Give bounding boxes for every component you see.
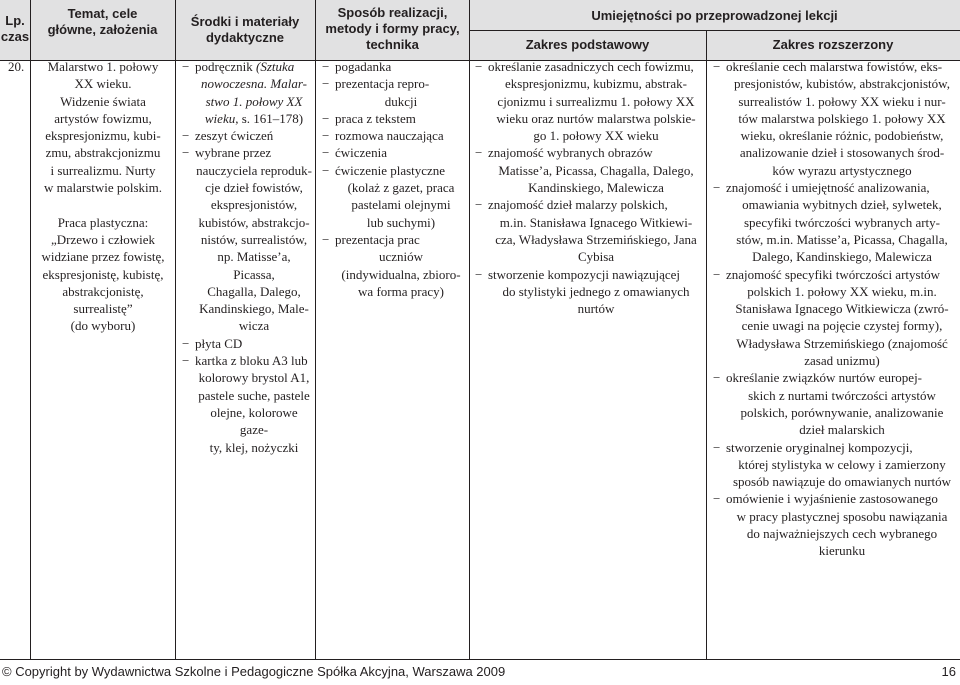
header-methods-text: Sposób realizacji, metody i formy pracy, technika bbox=[325, 5, 460, 52]
methods-line-text: (kolaż z gazet, praca bbox=[347, 180, 455, 196]
materials-bullet-text: zeszyt ćwiczeń bbox=[195, 128, 274, 144]
lesson-number: 20. bbox=[8, 59, 25, 74]
materials-continuation-line bbox=[182, 162, 313, 179]
materials-continuation-line bbox=[182, 110, 313, 127]
basic-continuation-line bbox=[475, 110, 704, 127]
extended-line-text: Dalego, Kandinskiego, Malewicza bbox=[752, 249, 932, 265]
basic-continuation-line bbox=[475, 231, 704, 248]
basic-bullet-text: stworzenie kompozycji nawiązującej bbox=[488, 266, 681, 282]
topic-line: XX wieku. bbox=[74, 76, 132, 92]
materials-line-text: np. Matisse’a, Picassa, bbox=[217, 249, 291, 282]
materials-italic-part: wieku bbox=[204, 110, 236, 126]
basic-bullet-text: znajomość wybranych obrazów bbox=[488, 145, 653, 161]
extended-continuation-line bbox=[713, 93, 958, 110]
methods-line-text: lub suchymi) bbox=[366, 214, 436, 230]
extended-bullet-text: znajomość i umiejętność analizowania, bbox=[726, 180, 930, 196]
topic-line: Malarstwo 1. połowy bbox=[47, 59, 159, 74]
topic-line: w malarstwie polskim. bbox=[43, 180, 163, 196]
materials-line-text: nowoczesna. Malar- bbox=[201, 76, 307, 92]
materials-line-text: Kandinskiego, Male- bbox=[199, 301, 309, 317]
header-basic-scope bbox=[469, 37, 706, 53]
materials-line-text: ekspresjonistów, bbox=[210, 197, 298, 213]
basic-line-text: wieku oraz nurtów malarstwa polskie- bbox=[496, 110, 696, 126]
topic-line: ekspresjonizmu, kubi- bbox=[45, 128, 161, 144]
extended-continuation-line bbox=[713, 352, 958, 369]
basic-continuation-line bbox=[475, 179, 704, 196]
extended-line-text: sposób nawiązuje do omawianych nurtów bbox=[732, 474, 952, 490]
extended-line-text: surrealistów 1. połowy XX wieku i nur- bbox=[738, 93, 946, 109]
materials-bullet-item bbox=[182, 352, 313, 369]
extended-continuation-line bbox=[713, 387, 958, 404]
extended-bullet-text: określanie związków nurtów europej- bbox=[726, 370, 923, 386]
extended-bullet-item bbox=[713, 490, 958, 507]
basic-continuation-line bbox=[475, 300, 704, 317]
header-extended-scope bbox=[706, 37, 960, 53]
methods-line-text: dukcji bbox=[384, 93, 418, 109]
extended-continuation-line bbox=[713, 110, 958, 127]
methods-continuation-line bbox=[322, 248, 467, 265]
extended-continuation-line bbox=[713, 214, 958, 231]
basic-line-text: do stylistyki jednego z omawianych bbox=[502, 283, 690, 299]
extended-continuation-line bbox=[713, 283, 958, 300]
extended-continuation-line bbox=[713, 300, 958, 317]
extended-line-text: tów malarstwa polskiego 1. połowy XX bbox=[738, 110, 946, 126]
extended-continuation-line bbox=[713, 525, 958, 542]
extended-bullet-text: znajomość specyfiki twórczości artystów bbox=[726, 266, 941, 282]
materials-continuation-line bbox=[182, 93, 313, 110]
materials-line-text: nauczyciela reproduk- bbox=[196, 162, 312, 178]
extended-continuation-line bbox=[713, 404, 958, 421]
basic-skills-cell bbox=[475, 58, 704, 317]
extended-line-text: wieku, określanie różnic, podobieństw, bbox=[740, 128, 944, 144]
methods-line-text: pastelami olejnymi bbox=[351, 197, 451, 213]
basic-continuation-line bbox=[475, 93, 704, 110]
extended-line-text: omawiania wybitnych dzieł, sylwetek, bbox=[742, 197, 942, 213]
materials-continuation-line bbox=[182, 196, 313, 213]
topic-line: Praca plastyczna: bbox=[57, 214, 149, 230]
materials-line-text: Chagalla, Dalego, bbox=[207, 283, 301, 299]
extended-continuation-line bbox=[713, 335, 958, 352]
extended-line-text: Stanisława Ignacego Witkiewicza (zwró- bbox=[735, 301, 949, 317]
page-footer bbox=[0, 659, 960, 685]
materials-bullet-italic: (Sztuka bbox=[256, 59, 295, 74]
extended-line-text: presjonistów, kubistów, abstrakcjonistów, bbox=[734, 76, 950, 92]
header-extended-scope-text: Zakres rozszerzony bbox=[772, 37, 894, 52]
basic-line-text: Kandinskiego, Malewicza bbox=[528, 180, 664, 196]
materials-line-text: , s. 161–178) bbox=[235, 110, 304, 126]
topic-cell bbox=[36, 58, 170, 335]
materials-bullet-item bbox=[182, 144, 313, 161]
extended-continuation-line bbox=[713, 127, 958, 144]
extended-continuation-line bbox=[713, 542, 958, 559]
materials-cell bbox=[182, 58, 313, 456]
methods-bullet-text: pogadanka bbox=[335, 59, 392, 74]
extended-bullet-item bbox=[713, 266, 958, 283]
basic-continuation-line bbox=[475, 127, 704, 144]
materials-line-text: stwo 1. połowy XX bbox=[205, 93, 303, 109]
extended-line-text: stów, m.in. Matisse’a, Picassa, Chagalla, bbox=[736, 231, 948, 247]
basic-line-text: go 1. połowy XX wieku bbox=[533, 128, 659, 144]
topic-line: zmu, abstrakcjonizmu bbox=[45, 145, 161, 161]
extended-line-text: polskich 1. połowy XX wieku, m.in. bbox=[747, 283, 937, 299]
materials-continuation-line bbox=[182, 248, 313, 283]
methods-bullet-item bbox=[322, 162, 467, 179]
basic-bullet-item bbox=[475, 144, 704, 161]
topic-line: „Drzewo i człowiek bbox=[51, 231, 155, 247]
basic-line-text: cza, Władysława Strzemińskiego, Jana bbox=[495, 231, 697, 247]
methods-bullet-item bbox=[322, 58, 467, 75]
column-divider-4 bbox=[469, 0, 470, 659]
extended-continuation-line bbox=[713, 473, 958, 490]
extended-continuation-line bbox=[713, 456, 958, 473]
materials-bullet-item bbox=[182, 127, 313, 144]
materials-continuation-line bbox=[182, 179, 313, 196]
extended-continuation-line bbox=[713, 231, 958, 248]
materials-line-text: pastele suche, pastele bbox=[198, 387, 310, 403]
materials-continuation-line bbox=[182, 439, 313, 456]
materials-continuation-line bbox=[182, 387, 313, 404]
extended-line-text: zasad unizmu) bbox=[804, 353, 880, 369]
extended-line-text: dzieł malarskich bbox=[799, 422, 885, 438]
topic-line: artystów fowizmu, bbox=[54, 110, 152, 126]
header-skills-text: Umiejętności po przeprowadzonej lekcji bbox=[591, 8, 838, 23]
materials-bullet-text: wybrane przez bbox=[195, 145, 272, 161]
column-divider-3 bbox=[315, 0, 316, 659]
materials-line-text: kubistów, abstrakcjo- bbox=[198, 214, 310, 230]
methods-line-text: (indywidualna, zbioro- bbox=[341, 266, 461, 282]
materials-line-text: olejne, kolorowe gaze- bbox=[210, 404, 298, 438]
header-skills bbox=[469, 8, 960, 24]
header-basic-scope-text: Zakres podstawowy bbox=[525, 37, 650, 52]
topic-line: i surrealizmu. Nurty bbox=[50, 162, 156, 178]
basic-line-text: Cybisa bbox=[577, 249, 615, 265]
extended-bullet-item bbox=[713, 439, 958, 456]
basic-line-text: cjonizmu i surrealizmu 1. połowy XX bbox=[497, 93, 695, 109]
header-methods bbox=[325, 5, 460, 53]
methods-bullet-text: rozmowa nauczająca bbox=[335, 128, 444, 144]
methods-bullet-item bbox=[322, 127, 467, 144]
materials-bullet-item bbox=[182, 335, 313, 352]
column-divider-5 bbox=[706, 30, 707, 659]
topic-line: surrealistę” bbox=[73, 301, 133, 317]
extended-bullet-text: omówienie i wyjaśnienie zastosowanego bbox=[726, 491, 938, 507]
methods-cell bbox=[322, 58, 467, 300]
extended-line-text: której stylistyka w celowy i zamierzony bbox=[738, 456, 946, 472]
copyright-text: © Copyright by Wydawnictwa Szkolne i Pedagogiczne Spółka Akcyjna, Warszawa 2009 bbox=[2, 664, 506, 679]
basic-continuation-line bbox=[475, 75, 704, 92]
methods-line-text: wa forma pracy) bbox=[358, 283, 444, 299]
extended-continuation-line bbox=[713, 162, 958, 179]
methods-bullet-item bbox=[322, 75, 467, 92]
methods-continuation-line bbox=[322, 196, 467, 213]
materials-line-text: ty, klej, nożyczki bbox=[209, 439, 299, 455]
methods-bullet-text: ćwiczenia bbox=[335, 145, 387, 161]
topic-line: ekspresjonistę, kubistę, bbox=[42, 266, 164, 282]
header-materials bbox=[180, 14, 310, 46]
materials-line-text: wicza bbox=[238, 318, 270, 334]
materials-line-text: nistów, surrealistów, bbox=[200, 231, 308, 247]
materials-line-text: cje dzieł fowistów, bbox=[205, 180, 303, 196]
topic-line: abstrakcjonistę, bbox=[62, 283, 144, 299]
materials-bullet-item bbox=[182, 58, 313, 75]
materials-continuation-line bbox=[182, 231, 313, 248]
topic-line: Widzenie świata bbox=[60, 93, 146, 109]
extended-continuation-line bbox=[713, 144, 958, 161]
methods-bullet-text: ćwiczenie plastyczne bbox=[335, 162, 446, 178]
basic-line-text: nurtów bbox=[577, 301, 615, 317]
materials-continuation-line bbox=[182, 300, 313, 317]
basic-bullet-text: znajomość dzieł malarzy polskich, bbox=[488, 197, 668, 213]
methods-bullet-item bbox=[322, 144, 467, 161]
column-divider-2 bbox=[175, 0, 176, 659]
extended-bullet-text: określanie cech malarstwa fowistów, eks- bbox=[726, 59, 943, 74]
methods-continuation-line bbox=[322, 179, 467, 196]
materials-continuation-line bbox=[182, 317, 313, 334]
extended-skills-cell bbox=[713, 58, 958, 560]
basic-bullet-item bbox=[475, 266, 704, 283]
basic-bullet-item bbox=[475, 196, 704, 213]
materials-continuation-line bbox=[182, 369, 313, 386]
extended-line-text: w pracy plastycznej sposobu nawiązania bbox=[736, 508, 948, 524]
skills-subheader-rule bbox=[469, 30, 960, 31]
topic-line: widziane przez fowistę, bbox=[41, 249, 165, 265]
extended-line-text: analizowanie dzieł i stosowanych środ- bbox=[739, 145, 945, 161]
methods-bullet-item bbox=[322, 231, 467, 248]
extended-line-text: ków wyrazu artystycznego bbox=[772, 162, 912, 178]
methods-bullet-text: prezentacja repro- bbox=[335, 76, 430, 92]
column-divider-1 bbox=[30, 0, 31, 659]
methods-line-text: uczniów bbox=[378, 249, 424, 265]
basic-bullet-text: określanie zasadniczych cech fowizmu, bbox=[488, 59, 694, 74]
extended-continuation-line bbox=[713, 317, 958, 334]
basic-continuation-line bbox=[475, 162, 704, 179]
basic-line-text: ekspresjonizmu, kubizmu, abstrak- bbox=[505, 76, 687, 92]
materials-continuation-line bbox=[182, 283, 313, 300]
methods-bullet-text: praca z tekstem bbox=[335, 110, 416, 126]
methods-bullet-text: prezentacja prac bbox=[335, 231, 420, 247]
materials-continuation-line bbox=[182, 214, 313, 231]
extended-line-text: cenie uwagi na pojęcie czystej formy), bbox=[741, 318, 943, 334]
extended-line-text: do najważniejszych cech wybranego bbox=[746, 526, 938, 542]
topic-line: (do wyboru) bbox=[70, 318, 136, 334]
materials-continuation-line bbox=[182, 404, 313, 439]
materials-bullet-text: płyta CD bbox=[195, 335, 243, 351]
methods-continuation-line bbox=[322, 214, 467, 231]
extended-line-text: Władysława Strzemińskiego (znajomość bbox=[736, 335, 948, 351]
methods-continuation-line bbox=[322, 266, 467, 283]
extended-line-text: specyfiki twórczości wybranych arty- bbox=[743, 214, 940, 230]
header-lp bbox=[0, 13, 30, 45]
extended-continuation-line bbox=[713, 421, 958, 438]
header-topic bbox=[45, 6, 160, 38]
extended-bullet-item bbox=[713, 58, 958, 75]
extended-line-text: kierunku bbox=[818, 543, 866, 559]
basic-continuation-line bbox=[475, 214, 704, 231]
materials-continuation-line bbox=[182, 75, 313, 92]
methods-bullet-item bbox=[322, 110, 467, 127]
extended-bullet-item bbox=[713, 179, 958, 196]
methods-continuation-line bbox=[322, 93, 467, 110]
basic-line-text: Matisse’a, Picassa, Chagalla, Dalego, bbox=[498, 162, 694, 178]
extended-line-text: skich z nurtami twórczości artystów bbox=[748, 387, 936, 403]
extended-continuation-line bbox=[713, 75, 958, 92]
materials-bullet-text: podręcznik bbox=[195, 59, 257, 74]
header-lp-text: Lp. czas bbox=[0, 13, 30, 44]
basic-bullet-item bbox=[475, 58, 704, 75]
extended-continuation-line bbox=[713, 248, 958, 265]
basic-continuation-line bbox=[475, 248, 704, 265]
extended-continuation-line bbox=[713, 196, 958, 213]
basic-line-text: m.in. Stanisława Ignacego Witkiewi- bbox=[499, 214, 693, 230]
extended-line-text: polskich, porównywanie, analizowanie bbox=[740, 404, 944, 420]
basic-continuation-line bbox=[475, 283, 704, 300]
header-topic-text: Temat, cele główne, założenia bbox=[47, 6, 158, 37]
page-number: 16 bbox=[941, 664, 956, 679]
header-materials-text: Środki i materiały dydaktyczne bbox=[190, 14, 300, 45]
extended-bullet-text: stworzenie oryginalnej kompozycji, bbox=[726, 439, 913, 455]
extended-continuation-line bbox=[713, 508, 958, 525]
extended-bullet-item bbox=[713, 369, 958, 386]
methods-continuation-line bbox=[322, 283, 467, 300]
materials-bullet-text: kartka z bloku A3 lub bbox=[195, 353, 308, 369]
materials-line-text: kolorowy brystol A1, bbox=[198, 370, 310, 386]
